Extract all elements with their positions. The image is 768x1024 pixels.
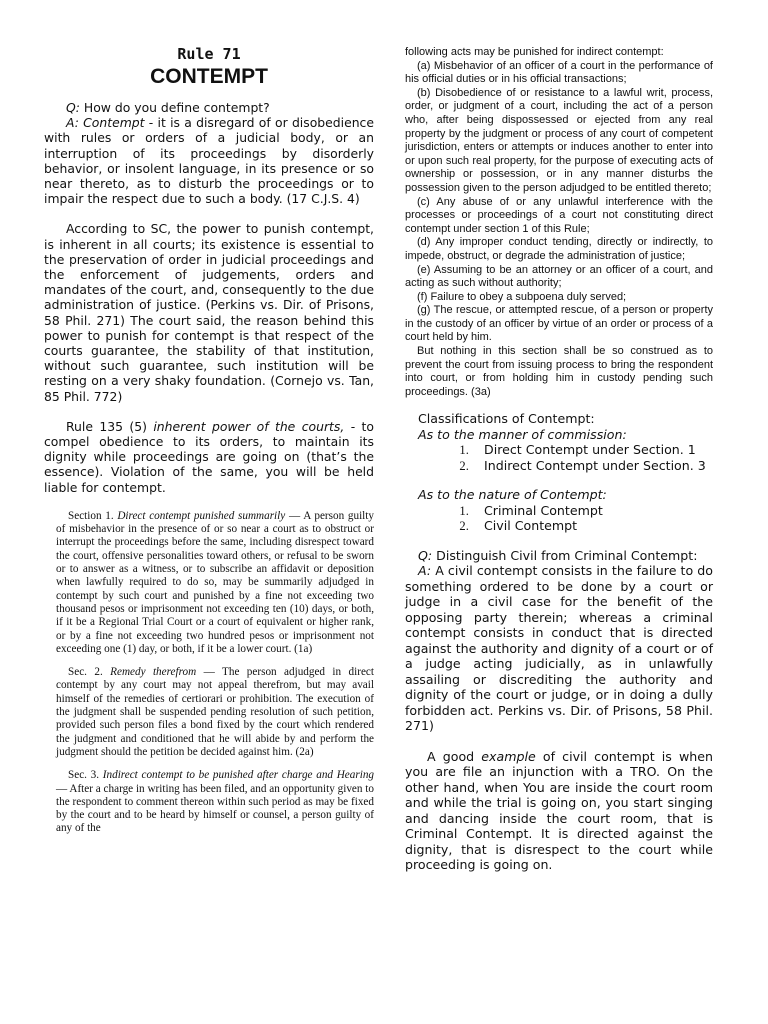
rule135-pre: Rule 135 (5) (66, 418, 154, 434)
act-b: (b) Disobedience of or resistance to a lawful writ, process, order, or judgment of a court, including the act of a person who, after being dispossessed or ejected from any real property by the judgment or process of any court of competent jurisdiction, enters or attempts or induces another to enter into or upon such real property, for the purpose of executing acts of ownership or possession, or in any manner disturbs the possession given to the person adjudged to be entitled thereto; (405, 86, 713, 194)
rule135-em: inherent power of the courts, (153, 418, 345, 434)
act-c: (c) Any abuse of or any unlawful interference with the processes or proceedings of a court not constituting direct contempt under section 1 of this Rule; (405, 195, 713, 235)
section-3-heading: Indirect contempt to be punished after charge and Hearing (102, 769, 375, 782)
manner-heading-text: As to the manner of commission: (418, 426, 627, 442)
list-item: 2. Indirect Contempt under Section. 3 (472, 458, 713, 474)
act-a: (a) Misbehavior of an officer of a court in the performance of his official duties or in his official transactions; (405, 59, 713, 86)
act-e: (e) Assuming to be an attorney or an officer of a court, and acting as such without authority; (405, 263, 713, 290)
page-title: CONTEMPT (150, 65, 268, 88)
act-g: (g) The rescue, or attempted rescue, of a person or property in the custody of an officer by virtue of an order or process of a court held by him. (405, 304, 713, 344)
nature-heading (418, 487, 713, 503)
civil-criminal-answer (405, 563, 713, 734)
section-3-text: — After a charge in writing has been filed, and an opportunity given to the respondent to comment thereon within such period as may be fixed by the court and to be heard by himself or counsel, a person guilty of any of the (56, 782, 374, 835)
list-item: 2. Civil Contempt (472, 518, 713, 534)
section-2-label: Sec. 2. (68, 666, 111, 679)
section-2-text: — The person adjudged in direct contempt by any court may not appeal therefrom, but may avail himself of the remedies of certiorari or prohibition. The execution of the judgment shall be suspended pending resolution of such petition, provided such person files a bond fixed by the court which rendered the judgment and conditioned that he will abide by and perform the judgment should the petition be decided against him. (2a) (56, 666, 374, 758)
definition-answer (44, 115, 374, 206)
nature-list (405, 503, 713, 534)
list-item: 1. Direct Contempt under Section. 1 (472, 442, 713, 458)
definition-question (44, 100, 374, 115)
section-3-label: Sec. 3. (68, 769, 103, 782)
section-1-heading: Direct contempt punished summarily (117, 509, 286, 522)
question-text: How do you define contempt? (79, 100, 270, 115)
section-2 (56, 666, 374, 759)
rule135-paragraph (44, 419, 374, 495)
act-proviso: But nothing in this section shall be so construed as to prevent the court from issuing process to bring the respondent into court, or from holding him in custody pending such proceedings. (3a) (405, 345, 713, 398)
answer-2-text: A civil contempt consists in the failure to do something ordered to be done by a court or judge in a civil case for the benefit of the opposing party therein; whereas a criminal contempt consists in conduct that is directed against the authority and dignity of a court or of a judge acting judicially, as in unlawfully assailing or discrediting the authority and dignity of the court or judge, or in doing a dully forbidden act. Perkins vs. Dir. of Prisons, 58 Phil. 271) (405, 563, 713, 734)
list-item: 1. Criminal Contempt (472, 503, 713, 519)
section-2-heading: Remedy therefrom (110, 666, 197, 679)
example-paragraph (405, 749, 713, 873)
question-2-label: Q: (418, 547, 433, 563)
answer-text: - it is a disregard of or disobedience with rules or orders of a judicial body, or an interruption of its proceedings by disorderly behavior, or insolent language, in its presence or so near thereto, as to disturb the proceedings or to impair the respect due to such a body. (17 C.J.S. 4) (44, 115, 374, 207)
section-1-text: — A person guilty of misbehavior in the presence of or so near a court as to obstruct or interrupt the proceedings before the same, including disrespect toward the court, offensive personalities toward others, or refusal to be sworn or to answer as a witness, or to subscribe an affidavit or deposition when lawfully required to do so, may be summarily adjudged in contempt by such court and punished by a fine not exceeding two thousand pesos or imprisonment not exceeding ten (10) days, or both, if it be a Regional Trial Court or a court of equivalent or higher rank, or by a fine not exceeding two hundred pesos or imprisonment not exceeding one (1) day, or both, if it be a lower court. (1a) (56, 509, 374, 655)
section-1 (56, 510, 374, 656)
nature-heading-text: As to the nature of Contempt: (418, 487, 607, 503)
example-em: example (481, 748, 536, 764)
rule135-post: - to compel obedience to its orders, to maintain its dignity while proceedings are going on (that’s the essence). Violation of the same, you will be held liable for contempt. (44, 418, 374, 495)
act-f: (f) Failure to obey a subpoena duly served; (417, 290, 627, 303)
rule-number: Rule 71 (177, 45, 241, 63)
section-3-continued: following acts may be punished for indirect contempt: (405, 46, 664, 58)
classifications-title: Classifications of Contempt: (418, 411, 595, 427)
example-post: of civil contempt is when you are file an injunction with a TRO. On the other hand, when You are inside the court room and while the trial is going on, you start singing and dancing inside the court room, that is Criminal Contempt. It is directed against the dignity, that is disrespect to the court while proceeding is going on. (405, 748, 713, 873)
right-column (405, 46, 713, 873)
section-1-label: Section 1. (68, 509, 118, 522)
act-d: (d) Any improper conduct tending, directly or indirectly, to impede, obstruct, or degrade the administration of justice; (405, 236, 713, 262)
answer-2-label: A: (418, 563, 432, 579)
question-label: Q: (66, 100, 80, 115)
civil-criminal-question (405, 548, 713, 564)
section-3 (56, 769, 374, 835)
answer-label: A: Contempt (66, 115, 145, 131)
sc-paragraph: According to SC, the power to punish contempt, is inherent in all courts; its existence is essential to the preservation of order in judicial proceedings and the enforcement of judgements, orders and mandates of the court, and, consequently to the due administration of justice. (Perkins vs. Dir. of Prisons, 58 Phil. 271) The court said, the reason behind this power to punish for contempt is that respect of the courts guarantee, the stability of that institution, without such guarantee, such institution will be resting on a very shaky foundation. (Cornejo vs. Tan, 85 Phil. 772) (44, 221, 374, 404)
question-2-text: Distinguish Civil from Criminal Contempt: (432, 547, 698, 563)
left-column (44, 44, 374, 836)
example-pre: A good (427, 748, 482, 764)
manner-heading (418, 427, 713, 443)
manner-list (405, 442, 713, 473)
